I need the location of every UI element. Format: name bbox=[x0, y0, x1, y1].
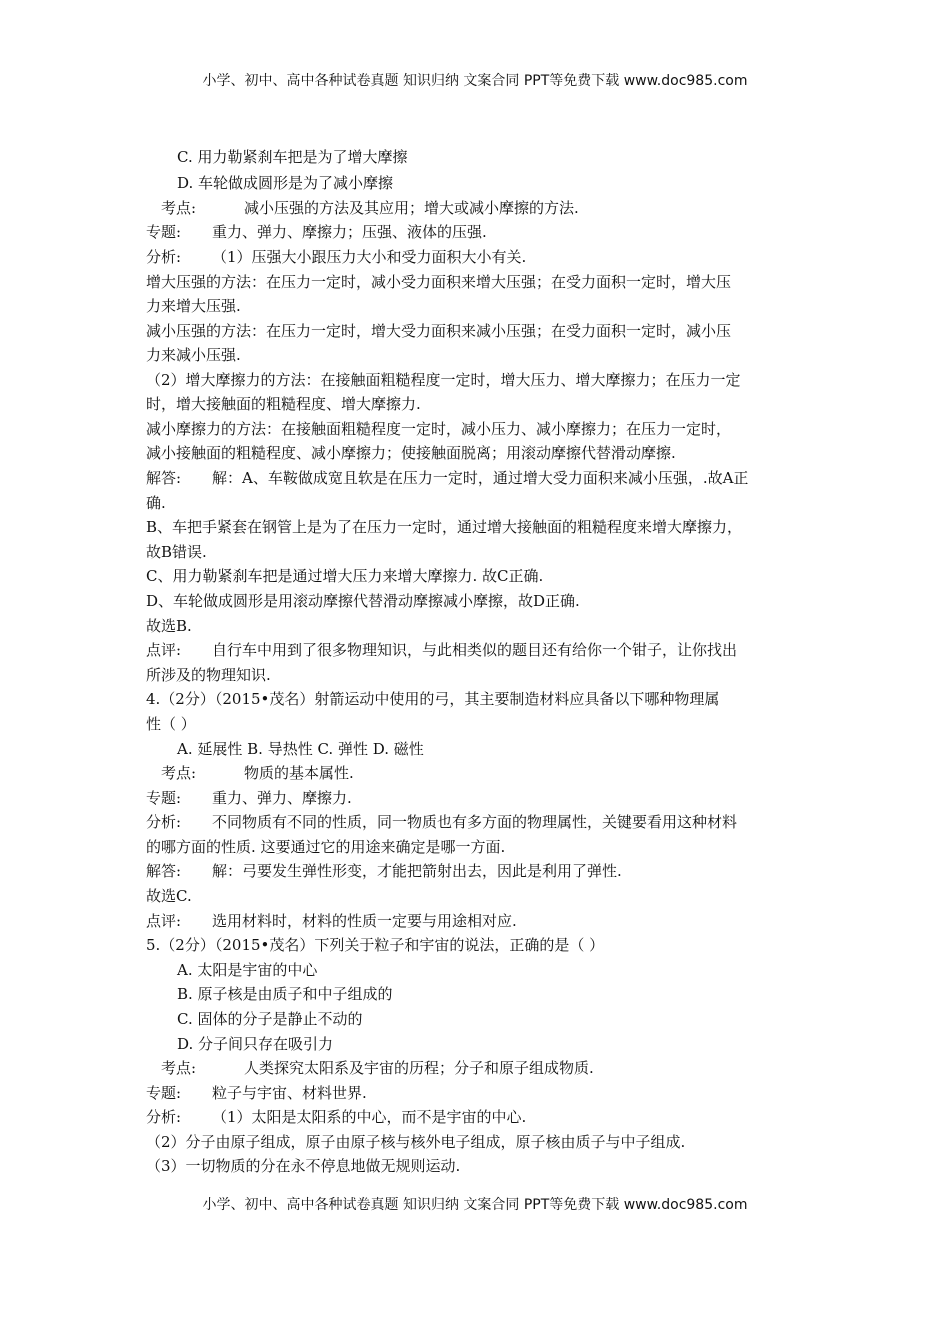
q3-option-d: D. 车轮做成圆形是为了减小摩擦 bbox=[177, 174, 394, 192]
q5-fenxi-line: （3）一切物质的分在永不停息地做无规则运动. bbox=[146, 1157, 461, 1175]
kaodian-text: 减小压强的方法及其应用；增大或减小摩擦的方法. bbox=[244, 199, 579, 217]
q3-jieda-line: D、车轮做成圆形是用滚动摩擦代替滑动摩擦减小摩擦，故D正确. bbox=[146, 592, 580, 610]
q4-fenxi-line: 的哪方面的性质. 这要通过它的用途来确定是哪一方面. bbox=[146, 838, 506, 856]
q3-option-c: C. 用力勒紧刹车把是为了增大摩擦 bbox=[177, 148, 408, 166]
q4-options: A. 延展性 B. 导热性 C. 弹性 D. 磁性 bbox=[177, 740, 424, 758]
fenxi-label: 分析: bbox=[146, 1108, 182, 1126]
kaodian-label: 考点: bbox=[161, 764, 197, 782]
fenxi-label: 分析: bbox=[146, 813, 182, 831]
zhuanti-label: 专题: bbox=[146, 1084, 182, 1102]
q4-kaodian bbox=[161, 763, 354, 783]
jieda-label: 解答: bbox=[146, 862, 182, 880]
q3-jieda-line: B、车把手紧套在钢管上是为了在压力一定时，通过增大接触面的粗糙程度来增大摩擦力， bbox=[146, 518, 743, 536]
page-footer: 小学、初中、高中各种试卷真题 知识归纳 文案合同 PPT等免费下载 www.doc985.com bbox=[202, 1197, 748, 1213]
q3-jieda-line: C、用力勒紧刹车把是通过增大压力来增大摩擦力. 故C正确. bbox=[146, 567, 544, 585]
q5-option-b: B. 原子核是由质子和中子组成的 bbox=[177, 985, 393, 1003]
q5-option-a: A. 太阳是宇宙的中心 bbox=[177, 961, 318, 979]
dianping-label: 点评: bbox=[146, 912, 182, 930]
kaodian-label: 考点: bbox=[161, 199, 197, 217]
q3-dianping-line: 所涉及的物理知识. bbox=[146, 666, 271, 684]
q4-stem-line: 性（ ） bbox=[146, 715, 196, 733]
q5-option-d: D. 分子间只存在吸引力 bbox=[177, 1035, 334, 1053]
jieda-label: 解答: bbox=[146, 469, 182, 487]
q5-stem: 5.（2分）（2015•茂名）下列关于粒子和宇宙的说法，正确的是（ ） bbox=[146, 936, 605, 954]
q3-fenxi-line: 时，增大接触面的粗糙程度、增大摩擦力. bbox=[146, 395, 421, 413]
q3-jieda bbox=[146, 468, 748, 488]
q4-stem: 4.（2分）（2015•茂名）射箭运动中使用的弓，其主要制造材料应具备以下哪种物理属 bbox=[146, 690, 720, 708]
kaodian-text: 物质的基本属性. bbox=[244, 764, 354, 782]
dianping-label: 点评: bbox=[146, 641, 182, 659]
q3-jieda-line: 故选B. bbox=[146, 617, 192, 635]
q4-fenxi bbox=[146, 812, 737, 832]
q5-option-c: C. 固体的分子是静止不动的 bbox=[177, 1010, 363, 1028]
dianping-text: 自行车中用到了很多物理知识，与此相类似的题目还有给你一个钳子，让你找出 bbox=[212, 641, 738, 659]
q4-zhuanti bbox=[146, 788, 352, 808]
q3-kaodian bbox=[161, 198, 579, 218]
zhuanti-text: 粒子与宇宙、材料世界. bbox=[212, 1084, 367, 1102]
q3-fenxi-line: 减小接触面的粗糙程度、减小摩擦力；使接触面脱离；用滚动摩擦代替滑动摩擦. bbox=[146, 444, 676, 462]
fenxi-text: （1）太阳是太阳系的中心，而不是宇宙的中心. bbox=[212, 1108, 527, 1126]
dianping-text: 选用材料时，材料的性质一定要与用途相对应. bbox=[212, 912, 517, 930]
q3-zhuanti bbox=[146, 222, 487, 242]
q3-fenxi-line: （2）增大摩擦力的方法：在接触面粗糙程度一定时，增大压力、增大摩擦力；在压力一定 bbox=[146, 371, 741, 389]
q5-fenxi bbox=[146, 1107, 526, 1127]
q4-jieda bbox=[146, 861, 622, 881]
fenxi-label: 分析: bbox=[146, 248, 182, 266]
q5-zhuanti bbox=[146, 1083, 367, 1103]
jieda-text: 解：弓要发生弹性形变，才能把箭射出去，因此是利用了弹性. bbox=[212, 862, 622, 880]
q3-jieda-line: 确. bbox=[146, 494, 166, 512]
q3-dianping bbox=[146, 640, 737, 660]
q3-fenxi-line: 增大压强的方法：在压力一定时，减小受力面积来增大压强；在受力面积一定时，增大压 bbox=[146, 273, 732, 291]
q3-fenxi-line: 减小摩擦力的方法：在接触面粗糙程度一定时，减小压力、减小摩擦力；在压力一定时， bbox=[146, 420, 732, 438]
jieda-text: 解：A、车鞍做成宽且软是在压力一定时，通过增大受力面积来减小压强，.故A正 bbox=[212, 469, 749, 487]
q5-fenxi-line: （2）分子由原子组成，原子由原子核与核外电子组成，原子核由质子与中子组成. bbox=[146, 1133, 686, 1151]
q3-jieda-line: 故B错误. bbox=[146, 543, 207, 561]
q5-kaodian bbox=[161, 1058, 594, 1078]
fenxi-text: （1）压强大小跟压力大小和受力面积大小有关. bbox=[212, 248, 527, 266]
q4-dianping bbox=[146, 911, 517, 931]
q3-fenxi-line: 减小压强的方法：在压力一定时，增大受力面积来减小压强；在受力面积一定时，减小压 bbox=[146, 322, 732, 340]
q3-fenxi-line: 力来减小压强. bbox=[146, 346, 241, 364]
zhuanti-label: 专题: bbox=[146, 223, 182, 241]
page-header: 小学、初中、高中各种试卷真题 知识归纳 文案合同 PPT等免费下载 www.doc985.com bbox=[202, 73, 748, 89]
q3-fenxi bbox=[146, 247, 526, 267]
kaodian-label: 考点: bbox=[161, 1059, 197, 1077]
zhuanti-text: 重力、弹力、摩擦力；压强、液体的压强. bbox=[212, 223, 487, 241]
fenxi-text: 不同物质有不同的性质，同一物质也有多方面的物理属性，关键要看用这种材料 bbox=[212, 813, 738, 831]
zhuanti-text: 重力、弹力、摩擦力. bbox=[212, 789, 352, 807]
q3-fenxi-line: 力来增大压强. bbox=[146, 297, 241, 315]
kaodian-text: 人类探究太阳系及宇宙的历程；分子和原子组成物质. bbox=[244, 1059, 594, 1077]
zhuanti-label: 专题: bbox=[146, 789, 182, 807]
q4-jieda-line: 故选C. bbox=[146, 887, 192, 905]
